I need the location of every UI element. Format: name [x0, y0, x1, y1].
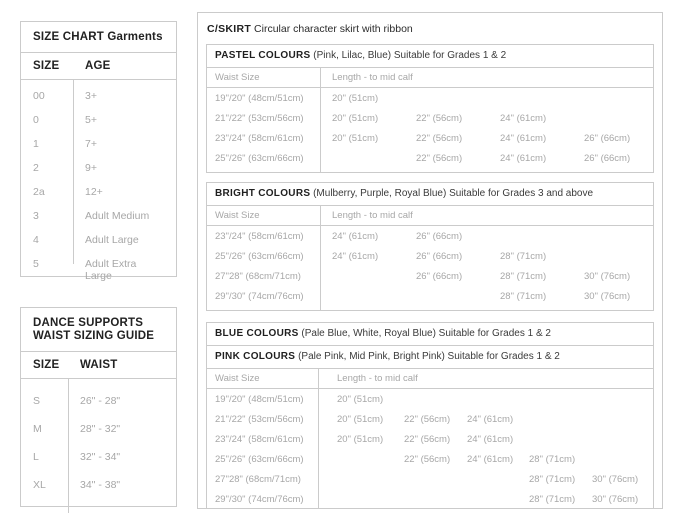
table-row	[207, 108, 653, 128]
size-cell: XL	[33, 479, 46, 491]
table-row	[207, 429, 653, 449]
size-chart-title: SIZE CHART Garments	[21, 22, 176, 53]
table-row	[207, 409, 653, 429]
pink-colours-name: PINK COLOURS	[215, 351, 296, 362]
waist-size-cell: 21"/22" (53cm/56cm)	[215, 112, 304, 124]
waist-size-cell: 23"/24" (58cm/61cm)	[215, 433, 304, 445]
size-cell: 4	[33, 234, 39, 246]
length-cell	[385, 389, 448, 409]
age-cell: 9+	[85, 162, 97, 174]
column-divider	[68, 379, 69, 513]
length-cell	[448, 489, 510, 509]
length-cell: 26" (66cm)	[584, 132, 631, 144]
length-cell	[510, 429, 573, 449]
bright-colours-section	[206, 182, 654, 311]
length-cell	[573, 449, 653, 469]
length-cell: 28" (71cm)	[529, 493, 576, 505]
length-cell	[510, 409, 573, 429]
length-cell	[572, 226, 653, 246]
length-cell: 22" (56cm)	[404, 453, 451, 465]
length-cell	[320, 266, 404, 286]
column-divider	[320, 206, 321, 310]
column-divider	[320, 68, 321, 172]
length-cell: 20" (51cm)	[337, 393, 384, 405]
length-cell: 24" (61cm)	[332, 250, 379, 262]
size-column-header: SIZE	[33, 60, 60, 72]
length-cell	[448, 389, 510, 409]
waist-size-cell: 25"/26" (63cm/66cm)	[215, 250, 304, 262]
length-cell: 22" (56cm)	[416, 132, 463, 144]
table-row	[207, 469, 653, 489]
size-cell: 1	[33, 138, 39, 150]
pastel-column-headers	[207, 68, 653, 88]
length-header: Length - to mid calf	[332, 72, 413, 83]
length-cell: 30" (76cm)	[592, 473, 639, 485]
length-cell	[448, 469, 510, 489]
pastel-colours-note: (Pink, Lilac, Blue) Suitable for Grades 1 & 2	[313, 50, 507, 61]
age-cell: 3+	[85, 90, 97, 102]
length-cell: 28" (71cm)	[500, 290, 547, 302]
age-cell: Adult Extra Large	[85, 258, 137, 282]
table-row	[21, 180, 176, 204]
blue-colours-header	[207, 323, 653, 346]
blue-pink-colours-section	[206, 322, 654, 509]
length-cell: 24" (61cm)	[332, 230, 379, 242]
length-cell	[573, 389, 653, 409]
table-row	[21, 132, 176, 156]
length-cell	[318, 449, 385, 469]
size-cell: L	[33, 451, 39, 463]
table-row	[207, 226, 653, 246]
dance-supports-title	[21, 308, 176, 352]
size-cell: M	[33, 423, 42, 435]
waist-cell: 34" - 38"	[80, 479, 121, 491]
table-row	[21, 156, 176, 180]
waist-size-header: Waist Size	[215, 72, 260, 83]
table-row	[207, 148, 653, 168]
length-cell: 22" (56cm)	[416, 112, 463, 124]
age-cell: 5+	[85, 114, 97, 126]
length-header: Length - to mid calf	[337, 373, 418, 384]
length-cell	[572, 108, 653, 128]
length-cell: 30" (76cm)	[592, 493, 639, 505]
table-row	[21, 228, 176, 252]
length-cell	[404, 286, 488, 306]
waist-size-cell: 27"28" (68cm/71cm)	[215, 270, 301, 282]
age-cell: 7+	[85, 138, 97, 150]
age-column-header: AGE	[85, 60, 111, 72]
size-cell: 3	[33, 210, 39, 222]
length-cell	[488, 226, 572, 246]
length-cell: 28" (71cm)	[529, 473, 576, 485]
waist-size-cell: 21"/22" (53cm/56cm)	[215, 413, 304, 425]
pink-colours-header	[207, 346, 653, 369]
blue-pink-column-headers	[207, 369, 653, 389]
waist-size-header: Waist Size	[215, 210, 260, 221]
length-cell: 22" (56cm)	[404, 413, 451, 425]
length-cell: 20" (51cm)	[332, 92, 379, 104]
length-cell: 24" (61cm)	[500, 112, 547, 124]
waist-cell: 26" - 28"	[80, 395, 121, 407]
table-row	[207, 489, 653, 509]
cskirt-description: Circular character skirt with ribbon	[254, 23, 413, 35]
blue-colours-name: BLUE COLOURS	[215, 328, 299, 339]
waist-size-cell: 23"/24" (58cm/61cm)	[215, 230, 304, 242]
table-row	[21, 443, 176, 471]
length-cell: 28" (71cm)	[500, 270, 547, 282]
blue-colours-note: (Pale Blue, White, Royal Blue) Suitable for Grades 1 & 2	[301, 328, 551, 339]
size-cell: 2a	[33, 186, 45, 198]
length-cell	[488, 88, 572, 108]
length-header: Length - to mid calf	[332, 210, 413, 221]
table-row	[21, 108, 176, 132]
pastel-colours-name: PASTEL COLOURS	[215, 50, 311, 61]
length-cell	[510, 389, 573, 409]
length-cell	[320, 148, 404, 168]
length-cell: 26" (66cm)	[416, 270, 463, 282]
length-cell: 28" (71cm)	[529, 453, 576, 465]
length-cell	[572, 246, 653, 266]
waist-size-cell: 29"/30" (74cm/76cm)	[215, 290, 304, 302]
size-cell: 0	[33, 114, 39, 126]
bright-colours-name: BRIGHT COLOURS	[215, 188, 311, 199]
size-cell: 5	[33, 258, 39, 270]
size-chart-header-row	[21, 53, 176, 80]
length-cell: 20" (51cm)	[332, 132, 379, 144]
table-row	[21, 415, 176, 443]
dance-supports-header-row	[21, 352, 176, 379]
table-row	[21, 387, 176, 415]
age-cell: 12+	[85, 186, 103, 198]
column-divider	[318, 369, 319, 509]
length-cell	[385, 489, 448, 509]
waist-size-cell: 29"/30" (74cm/76cm)	[215, 493, 304, 505]
cskirt-title	[206, 21, 654, 44]
table-row	[207, 88, 653, 108]
waist-cell: 28" - 32"	[80, 423, 121, 435]
bright-colours-header	[207, 183, 653, 206]
cskirt-code: C/SKIRT	[207, 23, 252, 35]
age-cell: Adult Medium	[85, 210, 150, 222]
table-row	[207, 128, 653, 148]
dance-supports-title-line1: DANCE SUPPORTS	[33, 317, 144, 329]
waist-size-cell: 23"/24" (58cm/61cm)	[215, 132, 304, 144]
size-cell: S	[33, 395, 41, 407]
pastel-colours-section	[206, 44, 654, 173]
waist-size-header: Waist Size	[215, 373, 260, 384]
length-cell	[318, 469, 385, 489]
length-cell: 26" (66cm)	[584, 152, 631, 164]
length-cell: 28" (71cm)	[500, 250, 547, 262]
table-row	[21, 204, 176, 228]
bright-colours-note: (Mulberry, Purple, Royal Blue) Suitable for Grades 3 and above	[313, 188, 594, 199]
waist-column-header: WAIST	[80, 359, 118, 371]
table-row	[21, 471, 176, 499]
bright-column-headers	[207, 206, 653, 226]
bright-table	[207, 206, 653, 310]
waist-size-cell: 19"/20" (48cm/51cm)	[215, 92, 304, 104]
length-cell: 24" (61cm)	[467, 453, 514, 465]
length-cell	[404, 88, 488, 108]
waist-size-cell: 25"/26" (63cm/66cm)	[215, 453, 304, 465]
waist-size-cell: 19"/20" (48cm/51cm)	[215, 393, 304, 405]
dance-supports-body	[21, 379, 176, 513]
length-cell: 30" (76cm)	[584, 270, 631, 282]
table-row	[21, 252, 176, 288]
length-cell	[318, 489, 385, 509]
age-cell: Adult Large	[85, 234, 139, 246]
table-row	[207, 449, 653, 469]
length-cell: 24" (61cm)	[500, 152, 547, 164]
length-cell: 20" (51cm)	[332, 112, 379, 124]
table-row	[21, 84, 176, 108]
length-cell	[573, 409, 653, 429]
pink-colours-note: (Pale Pink, Mid Pink, Bright Pink) Suitable for Grades 1 & 2	[298, 351, 560, 362]
waist-cell: 32" - 34"	[80, 451, 121, 463]
size-cell: 00	[33, 90, 45, 102]
length-cell	[385, 469, 448, 489]
dance-supports-panel	[20, 307, 177, 507]
length-cell: 20" (51cm)	[337, 413, 384, 425]
column-divider	[73, 80, 74, 264]
length-cell: 30" (76cm)	[584, 290, 631, 302]
table-row	[207, 266, 653, 286]
cskirt-panel	[197, 12, 663, 509]
waist-size-cell: 25"/26" (63cm/66cm)	[215, 152, 304, 164]
length-cell: 22" (56cm)	[416, 152, 463, 164]
pastel-colours-header	[207, 45, 653, 68]
table-row	[207, 286, 653, 306]
table-row	[207, 246, 653, 266]
length-cell: 22" (56cm)	[404, 433, 451, 445]
length-cell: 24" (61cm)	[500, 132, 547, 144]
size-column-header: SIZE	[33, 359, 60, 371]
length-cell: 24" (61cm)	[467, 433, 514, 445]
length-cell: 26" (66cm)	[416, 230, 463, 242]
length-cell: 20" (51cm)	[337, 433, 384, 445]
length-cell: 26" (66cm)	[416, 250, 463, 262]
length-cell	[572, 88, 653, 108]
size-chart-garments-panel	[20, 21, 177, 282]
size-chart-body	[21, 80, 176, 282]
length-cell	[573, 429, 653, 449]
dance-supports-title-line2: WAIST SIZING GUIDE	[33, 330, 155, 342]
length-cell	[320, 286, 404, 306]
pastel-table	[207, 68, 653, 172]
length-cell: 24" (61cm)	[467, 413, 514, 425]
table-row	[207, 389, 653, 409]
size-cell: 2	[33, 162, 39, 174]
waist-size-cell: 27"28" (68cm/71cm)	[215, 473, 301, 485]
blue-pink-table	[207, 369, 653, 509]
